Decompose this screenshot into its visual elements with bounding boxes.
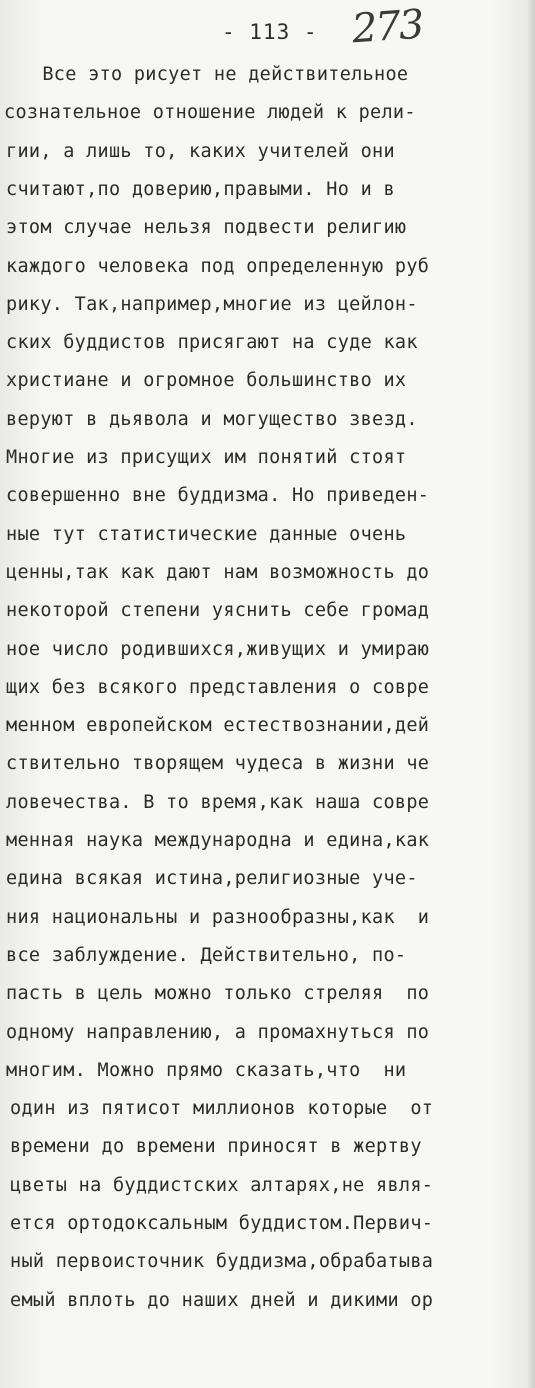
text-line: менном европейском естествознании,дей	[6, 715, 430, 737]
text-line: едина всякая истина,религиозные уче-	[6, 868, 418, 890]
text-line: некоторой степени уяснить себе громад	[6, 600, 430, 622]
text-line: ния национальны и разнообразны,как и	[6, 906, 430, 928]
text-line: ских буддистов присягают на суде как	[6, 332, 418, 354]
text-line: ный первоисточник буддизма,обрабатыва	[10, 1251, 434, 1273]
text-line: ное число родившихся,живущих и умираю	[6, 638, 430, 660]
text-line: ется ортодоксальным буддистом.Первич-	[10, 1213, 434, 1234]
text-line: ные тут статистические данные очень	[6, 523, 407, 545]
page-number: - 113 -	[222, 20, 318, 44]
text-line: этом случае нельзя подвести религию	[6, 217, 407, 239]
text-line: времени до времени приносят в жертву	[10, 1136, 422, 1158]
text-line: менная наука международна и едина,как	[6, 830, 430, 851]
text-line: каждого человека под определенную руб	[6, 255, 430, 277]
text-line: совершенно вне буддизма. Но приведен-	[6, 485, 430, 507]
text-line: емый вплоть до наших дней и дикими ор	[10, 1289, 434, 1311]
text-line: многим. Можно прямо сказать,что ни	[6, 1059, 407, 1081]
text-line: христиане и огромное большинство их	[6, 370, 407, 392]
text-line: одному направлению, а промахнуться по	[6, 1021, 430, 1043]
text-line: ценны,так как дают нам возможность до	[6, 561, 430, 583]
text-line: веруют в дьявола и могущество звезд.	[6, 408, 418, 430]
text-line: один из пятисот миллионов которые от	[10, 1098, 434, 1120]
text-line: рику. Так,например,многие из цейлон-	[6, 293, 418, 315]
text-line: пасть в цель можно только стреляя по	[6, 983, 430, 1005]
text-line: гии, а лишь то, каких учителей они	[6, 140, 395, 162]
text-line: считают,по доверию,правыми. Но и в	[6, 178, 395, 200]
text-line: ловечества. В то время,как наша совре	[6, 791, 430, 813]
page-header	[0, 1, 535, 58]
handwritten-archive-number: 273	[350, 1, 424, 53]
text-line: Многие из присущих им понятий стоят	[6, 447, 407, 468]
text-line: Все это рисует не действительное	[8, 64, 409, 85]
text-line: все заблуждение. Действительно, по-	[6, 944, 407, 966]
text-line: щих без всякого представления о совре	[6, 676, 430, 698]
text-line: ствительно творящем чудеса в жизни че	[6, 753, 430, 775]
text-line: цветы на буддистских алтарях,не явля-	[10, 1174, 434, 1196]
text-line: сознательное отношение людей к рели-	[4, 102, 416, 124]
paper-edge-shadow	[527, 0, 535, 1388]
